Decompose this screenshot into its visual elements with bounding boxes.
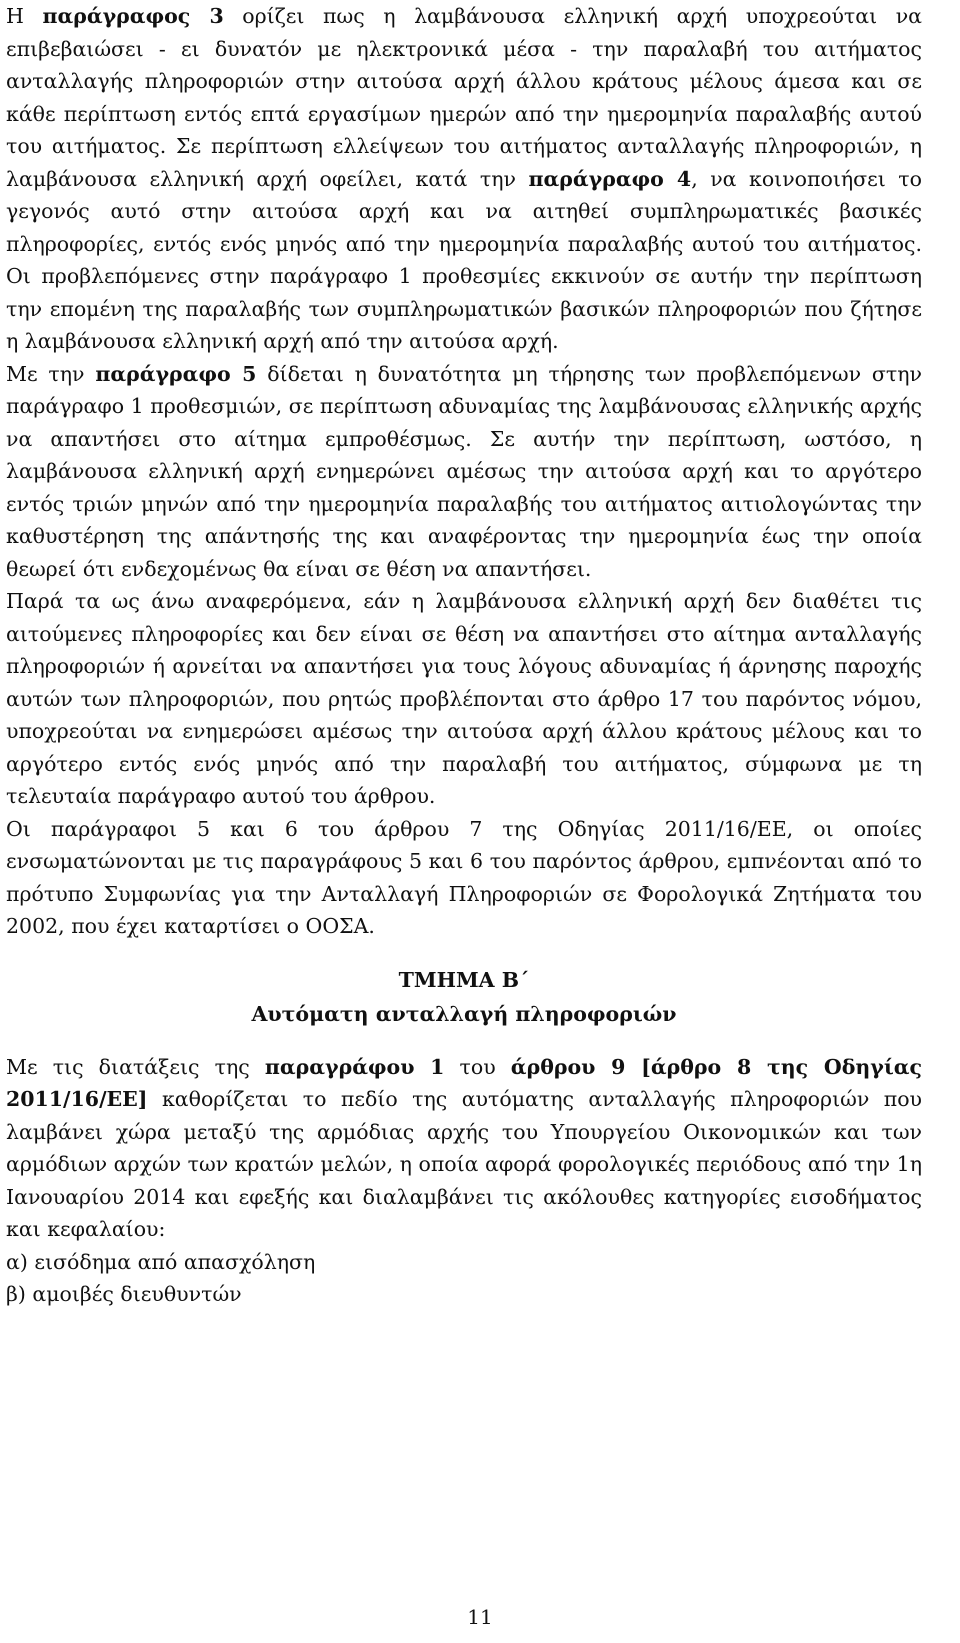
section-heading [6,963,922,1031]
bold-reference: παράγραφο 5 [95,361,257,386]
text-run: , να κοινοποιήσει το γεγονός αυτό στην αιτούσα αρχή και να αιτηθεί συμπληρωματικές βασικές πληροφορίες, εντός ενός μηνός από την ημερομηνία παραλαβής αυτού του αιτήματος. Οι προβλεπόμενες στην παράγραφο 1 προθεσμίες εκκινούν σε αυτήν την περίπτωση την επομένη της παραλαβής των συμπληρωματικών βασικών πληροφοριών που ζήτησε η λαμβάνουσα ελληνική αρχή από την αιτούσα αρχή. [6,166,922,353]
section-title: ΤΜΗΜΑ Β΄ [398,967,530,992]
paragraph-1 [6,0,922,358]
text-run: καθορίζεται το πεδίο της αυτόματης ανταλλαγής πληροφοριών που λαμβάνει χώρα μεταξύ της αρμόδιας αρχής του Υπουργείου Οικονομικών και των αρμόδιων αρχών των κρατών μελών, η οποία αφορά φορολογικές περιόδους από την 1η Ιανουαρίου 2014 και εφεξής και διαλαμβάνει τις ακόλουθες κατηγορίες εισοδήματος και κεφαλαίου: [6,1087,922,1241]
page-content [6,0,922,1311]
paragraph-3: Παρά τα ως άνω αναφερόμενα, εάν η λαμβάνουσα ελληνική αρχή δεν διαθέτει τις αιτούμενες πληροφορίες και δεν είναι σε θέση να απαντήσει στο αίτημα ανταλλαγής πληροφοριών ή αρνείται να απαντήσει για τους λόγους αδυναμίας ή άρνησης παροχής αυτών των πληροφοριών, που ρητώς προβλέπονται στο άρθρο 17 του παρόντος νόμου, υποχρεούται να ενημερώσει αμέσως την αιτούσα αρχή άλλου κράτους μέλους και το αργότερο εντός ενός μηνός από την παραλαβή του αιτήματος, σύμφωνα με τη τελευταία παράγραφο αυτού του άρθρου. [6,589,922,808]
bold-reference: παράγραφο 4 [528,166,692,191]
bold-reference: άρθρου 9 [άρθρο 8 της Οδηγίας 2011/16/ΕΕ] [6,1054,922,1111]
text-run: Η [6,4,43,28]
paragraph-5 [6,1051,922,1246]
text-run: Με την [6,361,96,386]
text-run: Με τις διατάξεις της [6,1054,265,1079]
page-number: 11 [467,1605,493,1629]
bold-reference: παραγράφου 1 [264,1054,445,1079]
bold-reference: παράγραφος 3 [42,4,224,28]
text-run: δίδεται η δυνατότητα μη τήρησης των προβλεπόμενων στην παράγραφο 1 προθεσμιών, σε περίπτωση αδυναμίας της λαμβάνουσας ελληνικής αρχής να απαντήσει στο αίτημα εμπροθέσμως. Σε αυτήν την περίπτωση, ωστόσο, η λαμβάνουσα ελληνική αρχή ενημερώνει αμέσως την αιτούσα αρχή και το αργότερο εντός τριών μηνών από την ημερομηνία παραλαβής του αιτήματος αιτιολογώντας την καθυστέρηση της απάντησής της και αναφέροντας την ημερομηνία έως την οποία θεωρεί ότι ενδεχομένως θα είναι σε θέση να απαντήσει. [6,361,922,581]
paragraph-4: Οι παράγραφοι 5 και 6 του άρθρου 7 της Οδηγίας 2011/16/ΕΕ, οι οποίες ενσωματώνονται με τις παραγράφους 5 και 6 του παρόντος άρθρου, εμπνέονται από το πρότυπο Συμφωνίας για την Ανταλλαγή Πληροφοριών σε Φορολογικά Ζητήματα του 2002, που έχει καταρτίσει ο ΟΟΣΑ. [6,816,922,938]
paragraph-2 [6,358,922,586]
list-item: β) αμοιβές διευθυντών [6,1282,242,1306]
section-subtitle: Αυτόματη ανταλλαγή πληροφοριών [251,1001,677,1026]
list-item: α) εισόδημα από απασχόληση [6,1249,316,1274]
text-run: του [444,1054,511,1079]
text-run: ορίζει πως η λαμβάνουσα ελληνική αρχή υποχρεούται να επιβεβαιώσει - ει δυνατόν με ηλεκτρονικά μέσα - την παραλαβή του αιτήματος ανταλλαγής πληροφοριών στην αιτούσα αρχή άλλου κράτους μέλους άμεσα και σε κάθε περίπτωση εντός επτά εργασίμων ημερών από την ημερομηνία παραλαβής αυτού του αιτήματος. Σε περίπτωση ελλείψεων του αιτήματος ανταλλαγής πληροφοριών, η λαμβάνουσα ελληνική αρχή οφείλει, κατά την [6,4,922,191]
